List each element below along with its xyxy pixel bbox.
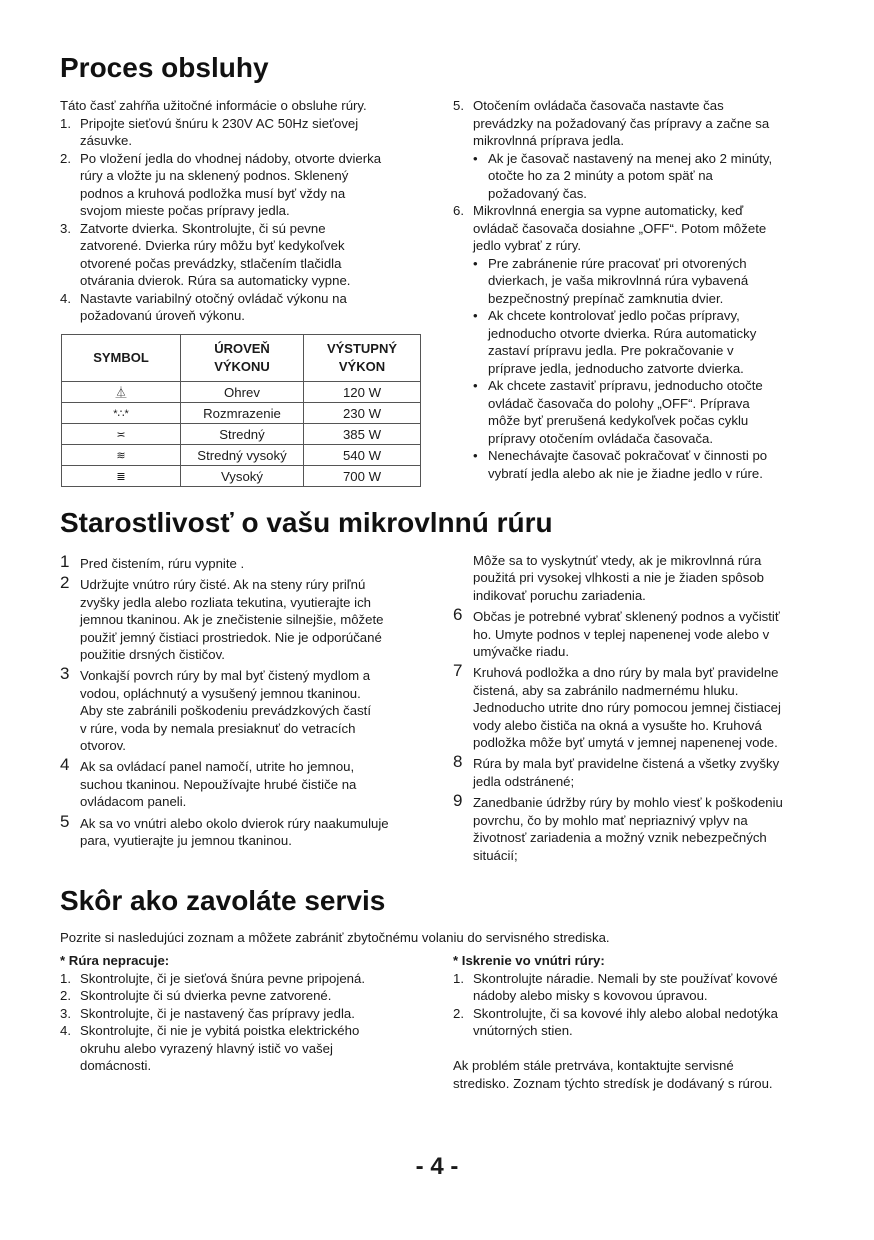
text-line: mikrovlnná príprava jedla. — [473, 133, 624, 148]
text-line: Skontrolujte či sú dvierka pevne zatvorené. — [80, 988, 332, 1003]
care-right-list — [453, 605, 823, 864]
text-line: Ak problém stále pretrváva, kontaktujte servisné — [453, 1058, 734, 1073]
operation-intro: Táto časť zahŕňa užitočné informácie o obsluhe rúry. — [60, 98, 367, 113]
no-operation-heading: * Rúra nepracuje: — [60, 953, 170, 968]
text-line: požadovanú úroveň výkonu. — [80, 308, 245, 323]
power-level-cell: Stredný — [181, 424, 304, 445]
text-line: vybratí jedla alebo ak nie je žiadne jedlo v rúre. — [488, 465, 763, 481]
item-number: 2. — [60, 988, 71, 1003]
list-item — [453, 97, 823, 150]
item-number: 7 — [453, 661, 463, 681]
list-item — [60, 1022, 430, 1075]
medium-icon: ≍ — [62, 424, 181, 445]
no-operation-list — [60, 970, 430, 1075]
text-line: otvorené počas prevádzky, stlačením tlačidla — [80, 255, 342, 271]
text-line: ovládač časovača dosiahne „OFF“. Potom môžete — [473, 220, 767, 236]
power-level-table — [61, 334, 421, 487]
section-title-care: Starostlivosť o vašu mikrovlnnú rúru — [60, 507, 553, 538]
text-line: jedlo vybrať z rúry. — [473, 238, 582, 253]
list-item — [60, 1005, 430, 1023]
list-item — [60, 220, 430, 290]
text-line: otočte ho za 2 minúty a potom späť na — [488, 168, 713, 183]
list-item — [60, 811, 430, 850]
care-continuation-text — [453, 552, 823, 604]
text-line: nádoby alebo misky s kovovou úpravou. — [473, 988, 708, 1003]
list-item — [453, 970, 823, 1005]
list-item — [60, 755, 430, 810]
bullet-icon: • — [473, 308, 478, 323]
text-line: stredisko. Zoznam týchto stredísk je dodávaný s rúrou. — [453, 1075, 773, 1091]
list-item — [453, 791, 823, 864]
text-line: Skontrolujte, či je nastavený čas prípravy jedla. — [80, 1005, 355, 1021]
item-number: 1 — [60, 552, 70, 571]
text-line: Ak sa vo vnútri alebo okolo dvierok rúry naakumuluje — [80, 815, 389, 831]
list-item — [60, 150, 430, 220]
text-line: Rúra by mala byť pravidelne čistená a všetky zvyšky — [473, 756, 780, 772]
text-line: bezpečnostný prepínač zamknutia dvier. — [488, 290, 724, 306]
table-row — [62, 403, 421, 424]
text-line: Aby ste zabránili poškodeniu prevádzkových častí — [80, 703, 372, 719]
list-item — [60, 573, 430, 663]
table-header-row — [62, 335, 421, 382]
bullet-icon: • — [473, 150, 478, 166]
text-line: otvorov. — [80, 738, 126, 754]
text-line: Ak chcete kontrolovať jedlo počas prípravy, — [488, 308, 740, 323]
list-item — [60, 970, 430, 988]
table-row — [62, 445, 421, 466]
power-level-cell: Vysoký — [181, 466, 304, 487]
item-number: 1. — [60, 115, 71, 131]
list-item — [453, 661, 823, 751]
bullet-item — [453, 255, 823, 308]
bullet-item — [453, 150, 823, 203]
item-number: 6 — [453, 605, 463, 625]
item-number: 2. — [60, 150, 71, 166]
item-number: 4 — [60, 755, 70, 775]
item-number: 6. — [453, 203, 464, 218]
care-right-column — [453, 552, 823, 868]
output-power-cell: 540 W — [304, 445, 421, 466]
col-header-symbol: SYMBOL — [62, 335, 181, 382]
text-line: Udržujte vnútro rúry čisté. Ak na steny rúry priľnú — [80, 577, 366, 593]
list-item — [60, 290, 430, 325]
service-intro: Pozrite si nasledujúci zoznam a môžete zabrániť zbytočnému volaniu do servisného strediska. — [60, 930, 610, 945]
text-line: Môže sa to vyskytnúť vtedy, ak je mikrovlnná rúra — [473, 553, 762, 568]
section-title-service: Skôr ako zavoláte servis — [60, 885, 386, 916]
text-line: jemnou tkaninou. Ak je znečistenie silnejšie, môžete — [80, 612, 384, 628]
item-number: 3. — [60, 1005, 71, 1021]
item-number: 5. — [453, 98, 464, 113]
text-line: jedla odstránené; — [473, 773, 575, 789]
item-number: 8 — [453, 752, 463, 772]
text-line: použiť jemný čistiaci prostriedok. Nie je odporúčané — [80, 629, 382, 645]
text-line: vody alebo čističa na okná a vysušte ho. Kruhová — [473, 717, 762, 733]
text-line: umývačke riadu. — [473, 644, 570, 660]
text-line: v rúre, voda by nemala presiaknuť do vetracích — [80, 720, 356, 736]
sparking-heading: * Iskrenie vo vnútri rúry: — [453, 953, 605, 968]
text-line: Zatvorte dvierka. Skontrolujte, či sú pevne — [80, 220, 326, 236]
item-number: 1. — [60, 970, 71, 986]
text-line: ovládač časovača do polohy „OFF“. Príprava — [488, 395, 750, 411]
text-line: Skontrolujte, či nie je vybitá poistka elektrického — [80, 1023, 360, 1038]
item-number: 3. — [60, 220, 71, 236]
text-line: Ak chcete zastaviť prípravu, jednoducho otočte — [488, 378, 763, 393]
text-line: Vonkajší povrch rúry by mal byť čistený mydlom a — [80, 668, 371, 684]
text-line: Kruhová podložka a dno rúry by mala byť pravidelne — [473, 665, 779, 681]
text-line: Pre zabránenie rúre pracovať pri otvorených — [488, 255, 747, 271]
text-line: situácií; — [473, 847, 518, 863]
text-line: Pred čistením, rúru vypnite . — [80, 556, 245, 571]
power-level-cell: Stredný vysoký — [181, 445, 304, 466]
operation-steps-list — [60, 115, 430, 325]
operation-right-column — [453, 97, 823, 482]
high-icon: ≣ — [62, 466, 181, 487]
text-line: vnútorných stien. — [473, 1023, 573, 1038]
text-line: Skontrolujte náradie. Nemali by ste používať kovové — [473, 970, 778, 986]
output-power-cell: 700 W — [304, 466, 421, 487]
text-line: domácnosti. — [80, 1058, 152, 1073]
text-line: zastaví prípravu jedla. Pre pokračovanie v — [488, 343, 734, 358]
text-line: prevádzky na požadovaný čas prípravy a začne sa — [473, 115, 770, 131]
bullet-item — [453, 307, 823, 377]
text-line: indikovať poruchu zariadenia. — [473, 587, 646, 603]
bullet-icon: • — [473, 448, 478, 463]
text-line: Nenechávajte časovač pokračovať v činnosti po — [488, 448, 768, 463]
text-line: požadovaný čas. — [488, 185, 587, 201]
page-number: - 4 - — [415, 1153, 459, 1180]
text-line: zatvorené. Dvierka rúry môžu byť kedykoľvek — [80, 238, 345, 253]
item-number: 2. — [453, 1005, 464, 1021]
power-level-cell: Rozmrazenie — [181, 403, 304, 424]
text-line: para, vyutierajte ju jemnou tkaninou. — [80, 833, 292, 849]
item-number: 4. — [60, 290, 71, 306]
service-closing-text — [453, 1057, 823, 1092]
item-number: 5 — [60, 811, 70, 831]
list-item — [453, 752, 823, 790]
table-row — [62, 382, 421, 403]
col-header-level: ÚROVEŇ VÝKONU — [181, 335, 304, 382]
text-line: zásuvke. — [80, 133, 133, 148]
defrost-icon: *∴* — [62, 403, 181, 424]
text-line: povrchu, čo by mohlo mať nepriaznivý vplyv na — [473, 812, 748, 828]
text-line: prípravy otočením ovládača časovača. — [488, 430, 714, 446]
text-line: podložka môže byť umytá v jemnej napenenej vode. — [473, 735, 778, 751]
service-left-column — [60, 952, 430, 1075]
list-item — [60, 664, 430, 754]
text-line: okruhu alebo vyrazený hlavný istič vo vašej — [80, 1040, 333, 1056]
text-line: môže byť prerušená kedykoľvek počas cyklu — [488, 413, 749, 428]
bullet-item — [453, 447, 823, 482]
table-row — [62, 424, 421, 445]
list-item — [453, 605, 823, 660]
defrost-low-icon: ⏅ — [62, 382, 181, 403]
list-item — [60, 115, 430, 150]
service-right-column — [453, 952, 823, 1092]
output-power-cell: 120 W — [304, 382, 421, 403]
text-line: dvierkach, je vaša mikrovlnná rúra vybavená — [488, 273, 749, 288]
list-item — [60, 987, 430, 1005]
text-line: vodou, opláchnutý a vysušený jemnou tkaninou. — [80, 685, 361, 701]
text-line: Občas je potrebné vybrať sklenený podnos a vyčistiť — [473, 609, 780, 625]
text-line: príprave jedla, jednoducho zatvorte dvierka. — [488, 360, 744, 376]
list-item — [453, 202, 823, 255]
table-row — [62, 466, 421, 487]
text-line: ho. Umyte podnos v teplej napenenej vode alebo v — [473, 626, 770, 642]
text-line: rúry a vložte ju na sklenený podnos. Sklenený — [80, 168, 349, 183]
item-number: 4. — [60, 1023, 71, 1038]
text-line: podnos a kruhová podložka musí byť vždy na — [80, 185, 346, 201]
list-item — [453, 1005, 823, 1040]
text-line: Po vložení jedla do vhodnej nádoby, otvorte dvierka — [80, 150, 382, 166]
operation-left-column — [60, 97, 430, 325]
text-line: Mikrovlnná energia sa vypne automaticky, keď — [473, 203, 744, 218]
text-line: Zanedbanie údržby rúry by mohlo viesť k poškodeniu — [473, 795, 783, 811]
list-item — [60, 552, 430, 572]
text-line: Otočením ovládača časovača nastavte čas — [473, 98, 724, 113]
text-line: Ak je časovač nastavený na menej ako 2 minúty, — [488, 150, 773, 166]
item-number: 2 — [60, 573, 70, 593]
medium-high-icon: ≋ — [62, 445, 181, 466]
text-line: čistená, aby sa zabránilo nadmernému hluku. — [473, 682, 739, 698]
text-line: použitie drsných čističov. — [80, 647, 225, 663]
col-header-output: VÝSTUPNÝ VÝKON — [304, 335, 421, 382]
text-line: Ak sa ovládací panel namočí, utrite ho jemnou, — [80, 759, 355, 775]
text-line: použitá pri vysokej vlhkosti a nie je žiaden spôsob — [473, 570, 765, 586]
care-left-column — [60, 552, 430, 854]
text-line: Skontrolujte, či je sieťová šnúra pevne pripojená. — [80, 970, 365, 986]
bullet-icon: • — [473, 255, 478, 271]
power-level-cell: Ohrev — [181, 382, 304, 403]
text-line: jednoducho otvorte dvierka. Rúra automaticky — [488, 325, 757, 341]
output-power-cell: 385 W — [304, 424, 421, 445]
output-power-cell: 230 W — [304, 403, 421, 424]
item-number: 3 — [60, 664, 70, 684]
sparking-list — [453, 970, 823, 1040]
text-line: svojom mieste počas prípravy jedla. — [80, 203, 290, 218]
text-line: otvárania dvierok. Rúra sa automaticky vypne. — [80, 273, 351, 288]
bullet-icon: • — [473, 378, 478, 393]
bullet-item — [453, 377, 823, 447]
text-line: Nastavte variabilný otočný ovládač výkonu na — [80, 290, 347, 306]
text-line: ovládacom paneli. — [80, 794, 187, 810]
text-line: Jednoducho utrite dno rúry pomocou jemnej čistiacej — [473, 700, 781, 716]
item-number: 9 — [453, 791, 463, 811]
text-line: suchou tkaninou. Nepoužívajte hrubé čističe na — [80, 776, 357, 792]
text-line: Skontrolujte, či sa kovové ihly alebo alobal nedotýka — [473, 1005, 778, 1021]
text-line: Pripojte sieťovú šnúru k 230V AC 50Hz sieťovej — [80, 115, 359, 131]
item-number: 1. — [453, 970, 464, 986]
text-line: zvyšky jedla alebo rozliata tekutina, vyutierajte ich — [80, 594, 372, 610]
text-line: životnosť zariadenia a možný vznik nebezpečných — [473, 830, 767, 846]
section-title-operation: Proces obsluhy — [60, 52, 269, 83]
